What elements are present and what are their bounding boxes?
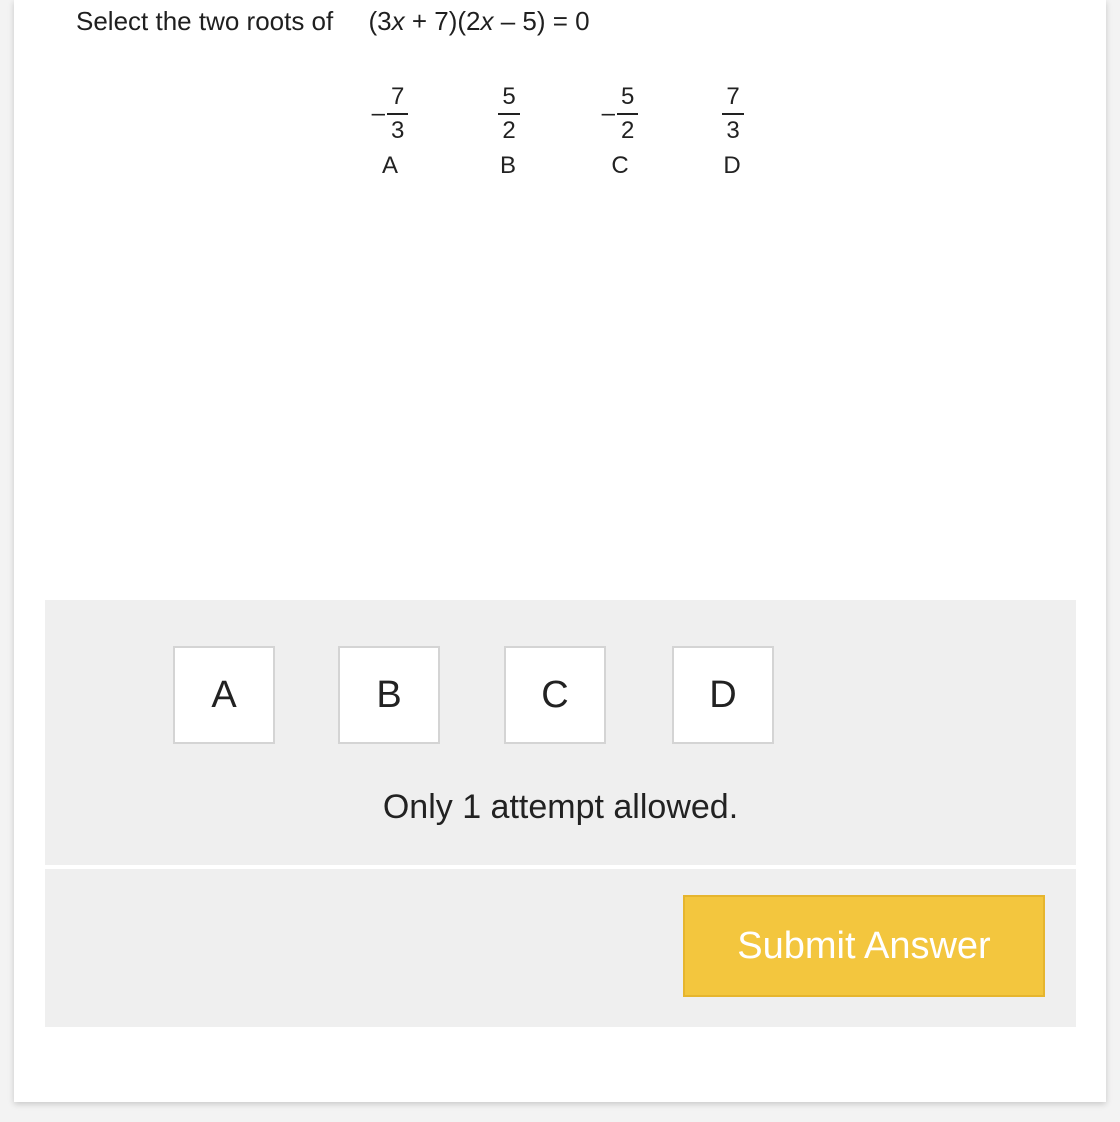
choice-c-fraction: $\frac{5}{2}$ [617,85,638,143]
choice-a-sign: – [371,100,385,127]
choice-d [692,84,772,180]
choice-c-letter: C [611,152,629,179]
choice-a-letter: A [381,152,398,179]
answer-panel [45,600,1076,865]
choice-a-fraction: $\frac{7}{3}$ [387,85,408,143]
answer-button-a[interactable]: A [173,646,275,744]
choice-d-letter: D [723,152,741,179]
choice-b [468,84,548,180]
answer-button-b[interactable]: B [338,646,440,744]
choice-b-fraction: $\frac{5}{2}$ [498,85,519,143]
choice-c [580,84,660,180]
question-prompt: Select the two roots of [76,6,334,36]
submit-panel [45,869,1076,1027]
answer-button-d[interactable]: D [672,646,774,744]
submit-answer-button[interactable]: Submit Answer [683,895,1045,997]
choice-a [350,84,430,180]
question-text [76,6,590,37]
question-card [14,0,1106,1102]
attempts-notice: Only 1 attempt allowed. [382,788,739,826]
choice-b-letter: B [499,152,516,179]
question-equation: (3x + 7)(2x – 5) = 0 [368,6,590,36]
choice-c-sign: – [601,100,615,127]
answer-button-c[interactable]: C [504,646,606,744]
choice-d-fraction: $\frac{7}{3}$ [722,85,743,143]
